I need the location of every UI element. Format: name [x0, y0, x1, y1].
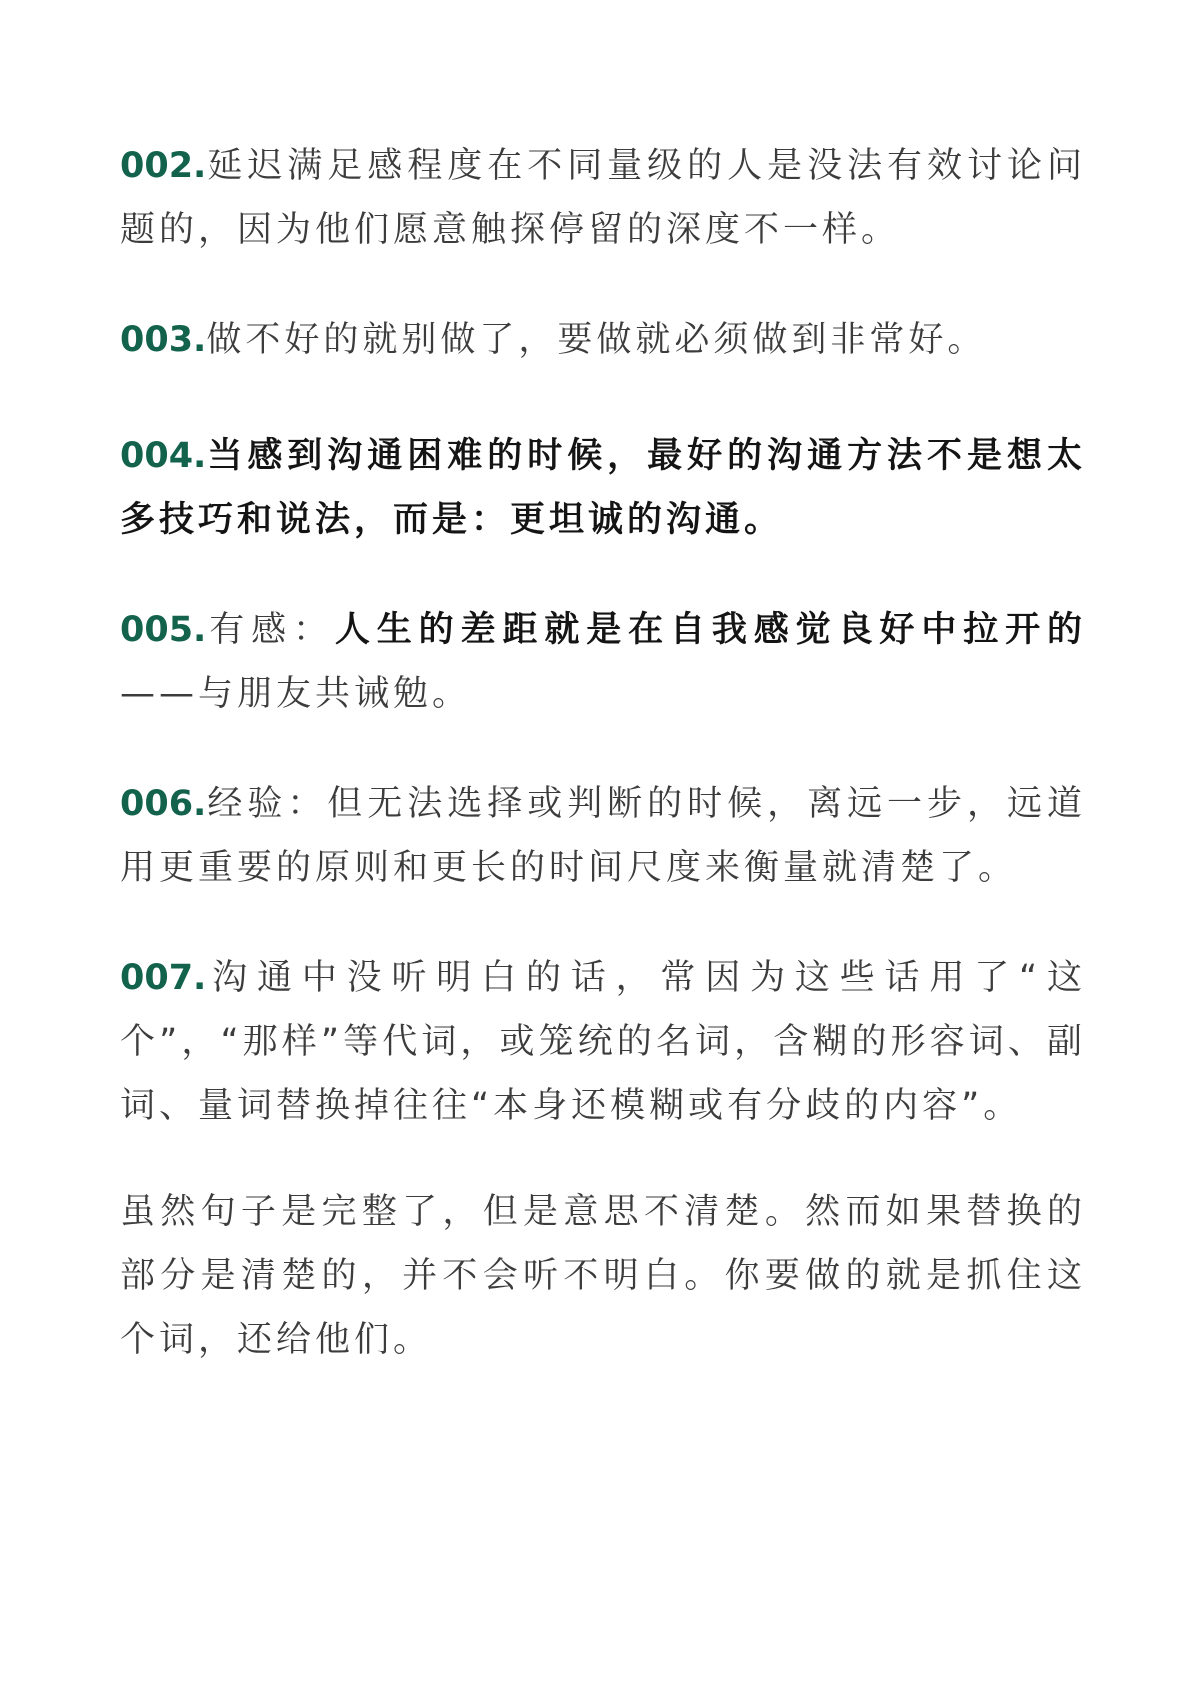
- entry-suffix: ——与朋友共诫勉。: [120, 674, 472, 714]
- entry-005: [120, 598, 1086, 726]
- closing-paragraph: 虽然句子是完整了，但是意思不清楚。然而如果替换的部分是清楚的，并不会听不明白。你要做的就是抓住这个词，还给他们。: [120, 1192, 1086, 1360]
- entry-004: [120, 424, 1086, 552]
- entry-text: 经验：但无法选择或判断的时候，离远一步，远道用更重要的原则和更长的时间尺度来衡量就清楚了。: [120, 784, 1086, 888]
- entry-prefix: 有感：: [206, 610, 335, 650]
- entry-number: 007.: [120, 958, 207, 998]
- entry-number: 003.: [120, 320, 207, 360]
- entry-number: 004.: [120, 436, 207, 476]
- entry-number: 006.: [120, 784, 207, 824]
- entry-003: [120, 308, 1086, 372]
- entry-text: 延迟满足感程度在不同量级的人是没法有效讨论问题的，因为他们愿意触探停留的深度不一样。: [120, 146, 1086, 250]
- entry-emphasis: 人生的差距就是在自我感觉良好中拉开的: [334, 610, 1086, 650]
- entry-text-bold: 当感到沟通困难的时候，最好的沟通方法不是想太多技巧和说法，而是：更坦诚的沟通。: [120, 436, 1086, 540]
- entry-text: 做不好的就别做了，要做就必须做到非常好。: [206, 320, 987, 360]
- entry-007: [120, 946, 1086, 1138]
- entry-number: 005.: [120, 610, 207, 650]
- entry-number: 002.: [120, 146, 207, 186]
- entry-002: [120, 134, 1086, 262]
- entry-006: [120, 772, 1086, 900]
- entry-text: 沟通中没听明白的话，常因为这些话用了“这个”，“那样”等代词，或笼统的名词，含糊的形容词、副词、量词替换掉往往“本身还模糊或有分歧的内容”。: [120, 958, 1086, 1126]
